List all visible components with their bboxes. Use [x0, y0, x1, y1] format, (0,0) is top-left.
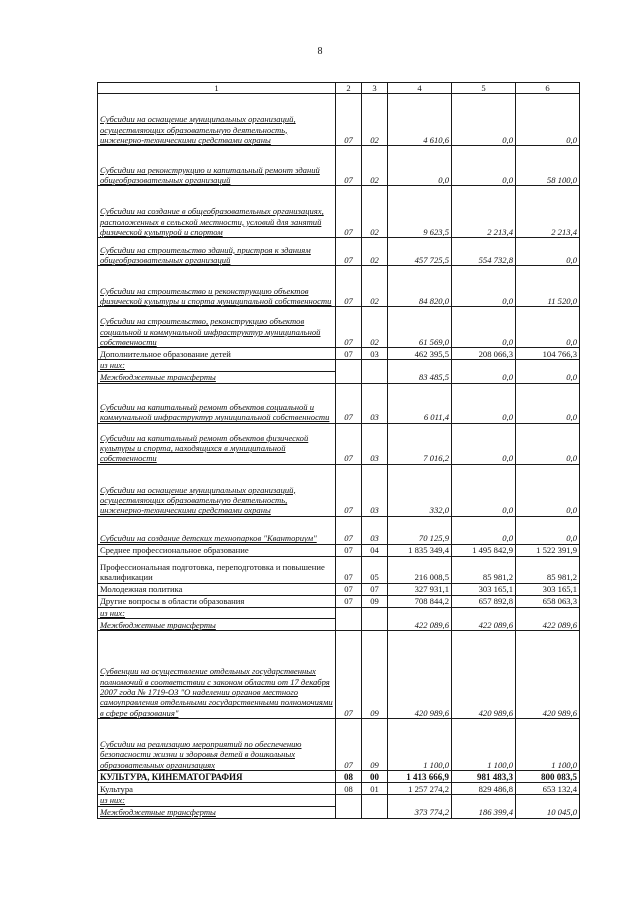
section-code-cell: 08	[336, 783, 362, 795]
amount-col6-cell: 420 989,6	[516, 631, 580, 719]
row-name-cell: Межбюджетные трансферты	[98, 806, 336, 818]
amount-col6-cell: 0,0	[516, 371, 580, 383]
amount-col4-cell: 216 008,5	[388, 556, 452, 583]
amount-col4-cell: 1 413 666,9	[388, 771, 452, 783]
subsection-code-cell: 03	[362, 348, 388, 360]
subsection-code-cell: 09	[362, 595, 388, 607]
table-row	[98, 607, 580, 618]
table-row	[98, 464, 580, 516]
column-header: 5	[452, 83, 516, 94]
column-header: 3	[362, 83, 388, 94]
section-code-cell: 07	[336, 556, 362, 583]
section-code-cell: 07	[336, 719, 362, 771]
table-row	[98, 146, 580, 186]
amount-col5-cell: 0,0	[452, 266, 516, 307]
subsection-code-cell: 02	[362, 266, 388, 307]
section-code-cell: 07	[336, 383, 362, 423]
amount-col4-cell: 1 835 349,4	[388, 544, 452, 556]
subsection-code-cell	[362, 371, 388, 383]
table-row	[98, 516, 580, 544]
amount-col6-cell: 0,0	[516, 383, 580, 423]
table-row	[98, 383, 580, 423]
budget-table-body	[98, 83, 580, 819]
amount-col6-cell	[516, 360, 580, 371]
table-row	[98, 583, 580, 595]
section-code-cell: 07	[336, 348, 362, 360]
row-name-cell: из них:	[98, 360, 336, 371]
amount-col4-cell: 9 623,5	[388, 186, 452, 238]
section-code-cell	[336, 607, 362, 618]
subsection-code-cell: 04	[362, 544, 388, 556]
subsection-code-cell	[362, 795, 388, 806]
amount-col6-cell: 1 100,0	[516, 719, 580, 771]
amount-col4-cell	[388, 607, 452, 618]
table-row	[98, 771, 580, 783]
section-code-cell: 07	[336, 146, 362, 186]
amount-col4-cell: 373 774,2	[388, 806, 452, 818]
amount-col6-cell: 653 132,4	[516, 783, 580, 795]
amount-col6-cell: 0,0	[516, 464, 580, 516]
amount-col5-cell: 657 892,8	[452, 595, 516, 607]
section-code-cell: 07	[336, 516, 362, 544]
amount-col6-cell: 58 100,0	[516, 146, 580, 186]
amount-col4-cell: 70 125,9	[388, 516, 452, 544]
subsection-code-cell: 05	[362, 556, 388, 583]
amount-col5-cell: 0,0	[452, 94, 516, 146]
row-name-cell: Субсидии на реализацию мероприятий по обеспечению безопасности жизни и здоровья детей в дошкольных образовательных организациях	[98, 719, 336, 771]
row-name-cell: Другие вопросы в области образования	[98, 595, 336, 607]
row-name-cell: Межбюджетные трансферты	[98, 371, 336, 383]
amount-col5-cell: 420 989,6	[452, 631, 516, 719]
section-code-cell: 07	[336, 186, 362, 238]
amount-col5-cell	[452, 360, 516, 371]
row-name-cell: из них:	[98, 795, 336, 806]
row-name-cell: Субсидии на оснащение муниципальных организаций, осуществляющих образовательную деятельность, инженерно-техническими средствами охраны	[98, 94, 336, 146]
section-code-cell	[336, 806, 362, 818]
row-name-cell: Профессиональная подготовка, переподготовка и повышение квалификации	[98, 556, 336, 583]
amount-col4-cell: 457 725,5	[388, 238, 452, 266]
amount-col6-cell: 0,0	[516, 307, 580, 348]
amount-col6-cell	[516, 607, 580, 618]
section-code-cell	[336, 619, 362, 631]
section-code-cell: 07	[336, 544, 362, 556]
table-row	[98, 307, 580, 348]
amount-col4-cell: 332,0	[388, 464, 452, 516]
section-code-cell: 07	[336, 238, 362, 266]
amount-col6-cell: 800 083,5	[516, 771, 580, 783]
subsection-code-cell: 09	[362, 719, 388, 771]
amount-col5-cell: 85 981,2	[452, 556, 516, 583]
amount-col5-cell: 0,0	[452, 464, 516, 516]
section-code-cell: 07	[336, 307, 362, 348]
table-row	[98, 595, 580, 607]
table-row	[98, 783, 580, 795]
table-row	[98, 371, 580, 383]
section-code-cell: 07	[336, 266, 362, 307]
section-code-cell: 07	[336, 423, 362, 464]
section-code-cell: 07	[336, 631, 362, 719]
amount-col5-cell: 0,0	[452, 423, 516, 464]
subsection-code-cell	[362, 806, 388, 818]
table-row	[98, 795, 580, 806]
subsection-code-cell: 02	[362, 307, 388, 348]
section-code-cell	[336, 371, 362, 383]
row-name-cell: Субвенции на осуществление отдельных государственных полномочий в соответствии с законом области от 17 декабря 2007 года № 1719-ОЗ "О наделении органов местного самоуправления отдельными государственными полномочиями в сфере образования"	[98, 631, 336, 719]
table-row	[98, 556, 580, 583]
subsection-code-cell: 09	[362, 631, 388, 719]
amount-col5-cell: 0,0	[452, 146, 516, 186]
budget-table	[97, 82, 580, 819]
row-name-cell: Среднее профессиональное образование	[98, 544, 336, 556]
amount-col4-cell: 708 844,2	[388, 595, 452, 607]
row-name-cell: Субсидии на создание детских технопарков "Кванториум"	[98, 516, 336, 544]
amount-col4-cell: 1 257 274,2	[388, 783, 452, 795]
subsection-code-cell	[362, 360, 388, 371]
table-row	[98, 806, 580, 818]
column-header: 4	[388, 83, 452, 94]
amount-col6-cell: 422 089,6	[516, 619, 580, 631]
amount-col5-cell: 422 089,6	[452, 619, 516, 631]
subsection-code-cell: 03	[362, 423, 388, 464]
amount-col5-cell: 554 732,8	[452, 238, 516, 266]
subsection-code-cell	[362, 607, 388, 618]
amount-col6-cell: 85 981,2	[516, 556, 580, 583]
table-row	[98, 94, 580, 146]
amount-col5-cell: 208 066,3	[452, 348, 516, 360]
table-row	[98, 186, 580, 238]
amount-col4-cell: 1 100,0	[388, 719, 452, 771]
row-name-cell: Субсидии на строительство зданий, пристроя к зданиям общеобразовательных организаций	[98, 238, 336, 266]
amount-col6-cell: 0,0	[516, 94, 580, 146]
row-name-cell: Межбюджетные трансферты	[98, 619, 336, 631]
amount-col4-cell: 83 485,5	[388, 371, 452, 383]
row-name-cell: Субсидии на капитальный ремонт объектов физической культуры и спорта, находящихся в муниципальной собственности	[98, 423, 336, 464]
amount-col5-cell: 0,0	[452, 307, 516, 348]
row-name-cell: Субсидии на создание в общеобразовательных организациях, расположенных в сельской местности, условий для занятий физической культурой и спортом	[98, 186, 336, 238]
subsection-code-cell: 02	[362, 146, 388, 186]
table-row	[98, 238, 580, 266]
amount-col4-cell: 7 016,2	[388, 423, 452, 464]
subsection-code-cell: 03	[362, 464, 388, 516]
row-name-cell: КУЛЬТУРА, КИНЕМАТОГРАФИЯ	[98, 771, 336, 783]
amount-col5-cell: 829 486,8	[452, 783, 516, 795]
amount-col6-cell: 10 045,0	[516, 806, 580, 818]
amount-col6-cell: 1 522 391,9	[516, 544, 580, 556]
subsection-code-cell: 03	[362, 383, 388, 423]
amount-col6-cell: 2 213,4	[516, 186, 580, 238]
row-name-cell: Субсидии на строительство и реконструкцию объектов физической культуры и спорта муниципальной собственности	[98, 266, 336, 307]
amount-col5-cell: 303 165,1	[452, 583, 516, 595]
section-code-cell	[336, 795, 362, 806]
amount-col4-cell: 84 820,0	[388, 266, 452, 307]
amount-col6-cell: 104 766,3	[516, 348, 580, 360]
subsection-code-cell	[362, 619, 388, 631]
subsection-code-cell: 01	[362, 783, 388, 795]
amount-col6-cell: 0,0	[516, 238, 580, 266]
subsection-code-cell: 07	[362, 583, 388, 595]
amount-col4-cell: 61 569,0	[388, 307, 452, 348]
table-row	[98, 544, 580, 556]
amount-col6-cell: 0,0	[516, 516, 580, 544]
row-name-cell: Молодежная политика	[98, 583, 336, 595]
amount-col5-cell: 1 495 842,9	[452, 544, 516, 556]
section-code-cell	[336, 360, 362, 371]
amount-col5-cell	[452, 607, 516, 618]
section-code-cell: 07	[336, 464, 362, 516]
table-header-row	[98, 83, 580, 94]
table-row	[98, 348, 580, 360]
amount-col4-cell: 462 395,5	[388, 348, 452, 360]
table-row	[98, 631, 580, 719]
subsection-code-cell: 02	[362, 186, 388, 238]
amount-col6-cell: 11 520,0	[516, 266, 580, 307]
table-row	[98, 266, 580, 307]
row-name-cell: Субсидии на капитальный ремонт объектов социальной и коммунальной инфраструктур муниципальной собственности	[98, 383, 336, 423]
subsection-code-cell: 02	[362, 94, 388, 146]
amount-col4-cell: 422 089,6	[388, 619, 452, 631]
amount-col6-cell: 303 165,1	[516, 583, 580, 595]
section-code-cell: 07	[336, 583, 362, 595]
amount-col5-cell	[452, 795, 516, 806]
row-name-cell: Субсидии на строительство, реконструкцию объектов социальной и коммунальной инфраструктур муниципальной собственности	[98, 307, 336, 348]
amount-col5-cell: 0,0	[452, 516, 516, 544]
amount-col4-cell: 327 931,1	[388, 583, 452, 595]
column-header: 6	[516, 83, 580, 94]
page-number: 8	[317, 46, 323, 57]
row-name-cell: Субсидии на реконструкцию и капитальный ремонт зданий общеобразовательных организаций	[98, 146, 336, 186]
row-name-cell: Субсидии на оснащение муниципальных организаций, осуществляющих образовательную деятельность, инженерно-техническими средствами охраны	[98, 464, 336, 516]
row-name-cell: Культура	[98, 783, 336, 795]
amount-col5-cell: 2 213,4	[452, 186, 516, 238]
amount-col4-cell: 0,0	[388, 146, 452, 186]
table-row	[98, 619, 580, 631]
row-name-cell: из них:	[98, 607, 336, 618]
amount-col4-cell	[388, 360, 452, 371]
amount-col5-cell: 186 399,4	[452, 806, 516, 818]
section-code-cell: 08	[336, 771, 362, 783]
table-row	[98, 719, 580, 771]
amount-col5-cell: 0,0	[452, 371, 516, 383]
table-row	[98, 423, 580, 464]
amount-col4-cell	[388, 795, 452, 806]
amount-col5-cell: 0,0	[452, 383, 516, 423]
table-row	[98, 360, 580, 371]
amount-col6-cell: 0,0	[516, 423, 580, 464]
subsection-code-cell: 00	[362, 771, 388, 783]
subsection-code-cell: 03	[362, 516, 388, 544]
section-code-cell: 07	[336, 94, 362, 146]
amount-col5-cell: 1 100,0	[452, 719, 516, 771]
amount-col6-cell	[516, 795, 580, 806]
amount-col4-cell: 420 989,6	[388, 631, 452, 719]
subsection-code-cell: 02	[362, 238, 388, 266]
row-name-cell: Дополнительное образование детей	[98, 348, 336, 360]
amount-col5-cell: 981 483,3	[452, 771, 516, 783]
section-code-cell: 07	[336, 595, 362, 607]
column-header: 2	[336, 83, 362, 94]
column-header: 1	[98, 83, 336, 94]
amount-col6-cell: 658 063,3	[516, 595, 580, 607]
amount-col4-cell: 4 610,6	[388, 94, 452, 146]
amount-col4-cell: 6 011,4	[388, 383, 452, 423]
